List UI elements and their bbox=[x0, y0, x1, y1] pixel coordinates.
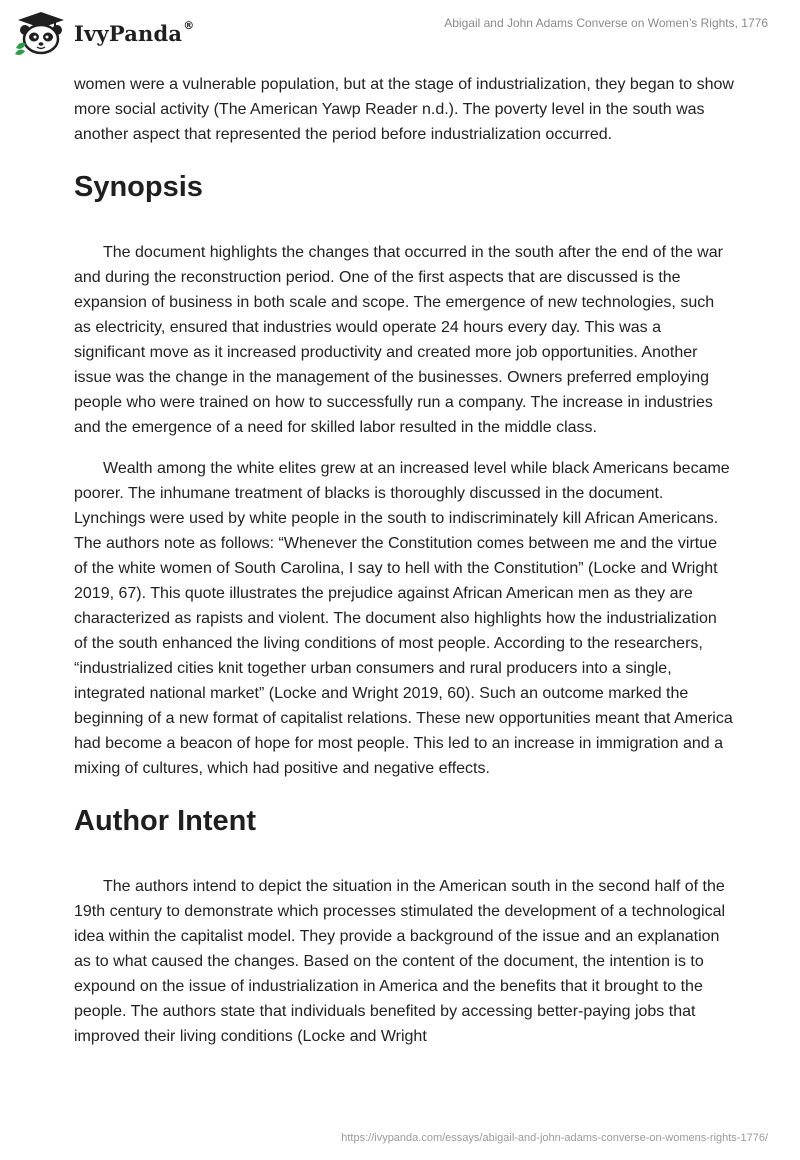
synopsis-heading: Synopsis bbox=[74, 171, 203, 203]
synopsis-paragraph-2: Wealth among the white elites grew at an increased level while black Americans became poorer. The inhumane treatment of blacks is thoroughly discussed in the document. Lynchings were used by white people in the south to indiscriminately kill African Americans. The authors note as follows: “Whenever the Constitution comes between me and the virtue of the white women of South Carolina, I say to hell with the Constitution” (Locke and Wright 2019, 67). This quote illustrates the prejudice against African American men as they are characterized as rapists and violent. The document also highlights how the industrialization of the south enhanced the living conditions of most people. According to the researchers, “industrialized cities knit together urban consumers and rural producers into a single, integrated national market” (Locke and Wright 2019, 60). Such an outcome marked the beginning of a new format of capitalist relations. These new opportunities meant that America had become a beacon of hope for most people. This led to an increase in immigration and a mixing of cultures, which had positive and negative effects. bbox=[74, 460, 733, 777]
author-intent-heading: Author Intent bbox=[74, 805, 257, 837]
page-header bbox=[0, 0, 800, 68]
ivypanda-logo[interactable] bbox=[14, 10, 194, 56]
panda-graduate-icon bbox=[14, 10, 68, 56]
intro-paragraph: women were a vulnerable population, but at the stage of industrialization, they began to show more social activity (The American Yawp Reader n.d.). The poverty level in the south was another aspect that represented the period before industrialization occurred. bbox=[74, 76, 734, 143]
synopsis-paragraph-1: The document highlights the changes that occurred in the south after the end of the war and during the reconstruction period. One of the first aspects that are discussed is the expansion of business in both scale and scope. The emergence of new technologies, such as electricity, ensured that industries would operate 24 hours every day. This was a significant move as it increased productivity and created more job opportunities. Another issue was the change in the management of the businesses. Owners preferred employing people who were trained on how to successfully run a company. The increase in industries and the emergence of a need for skilled labor resulted in the middle class. bbox=[74, 244, 723, 436]
essay-content bbox=[74, 72, 734, 1049]
registered-mark: ® bbox=[183, 18, 195, 32]
brand-name: IvyPanda® bbox=[74, 18, 195, 46]
source-url[interactable]: https://ivypanda.com/essays/abigail-and-john-adams-converse-on-womens-rights-1776/ bbox=[341, 1132, 768, 1144]
document-title: Abigail and John Adams Converse on Women’s Rights, 1776 bbox=[444, 16, 768, 30]
author-intent-paragraph-1: The authors intend to depict the situation in the American south in the second half of the 19th century to demonstrate which processes stimulated the development of a technological idea within the capitalist model. They provide a background of the issue and an explanation as to what caused the changes. Based on the content of the document, the intention is to expound on the issue of industrialization in America and the benefits that it brought to the people. The authors state that individuals benefited by accessing better-paying jobs that improved their living conditions (Locke and Wright bbox=[74, 878, 726, 1045]
